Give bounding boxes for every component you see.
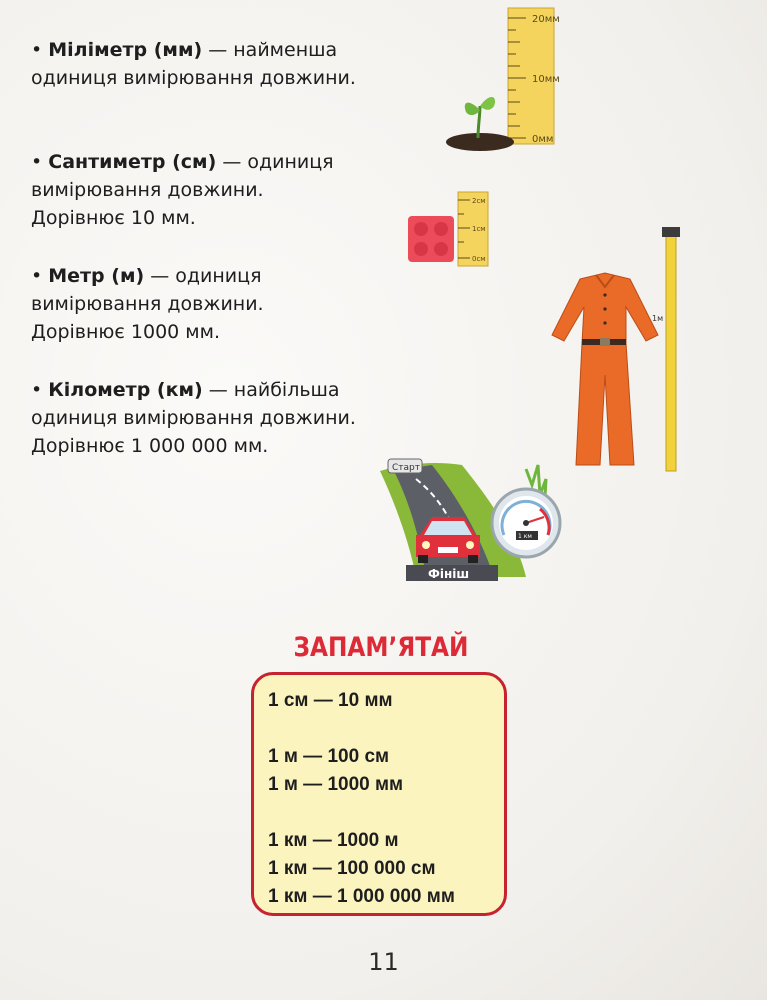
definition-meter: • Метр (м) — одиниця вимірювання довжини. Дорівнює 1000 мм. xyxy=(31,265,264,343)
tape-label-1m: 1м xyxy=(652,314,664,323)
ruler-label-1cm: 1см xyxy=(472,225,486,233)
ruler-label-0cm: 0см xyxy=(472,255,486,263)
brick-ruler-illustration xyxy=(404,190,494,272)
definition-millimeter-text: — найменша одиниця вимірювання довжини. xyxy=(31,39,356,89)
measuring-tape-icon xyxy=(666,231,676,471)
ruler-label-10mm: 10мм xyxy=(532,74,560,85)
definition-kilometer-text: — найбільша одиниця вимірювання довжини. xyxy=(31,379,356,429)
definition-kilometer: • Кілометр (км) — найбільша одиниця вимірювання довжини. Дорівнює 1 000 000 мм. xyxy=(31,379,356,457)
definition-meter-text: — одиниця вимірювання довжини. xyxy=(31,265,264,315)
rule-m-mm: 1 м — 1000 мм xyxy=(268,774,404,795)
sprout-leaf-icon xyxy=(465,103,480,115)
sprout-ruler-illustration xyxy=(440,6,568,154)
rule-km-cm: 1 км — 100 000 см xyxy=(268,858,436,879)
remember-box xyxy=(251,672,507,916)
finish-label: Фініш xyxy=(428,567,470,581)
definition-kilometer-equals: Дорівнює 1 000 000 мм. xyxy=(31,435,269,457)
road-illustration xyxy=(376,455,568,583)
term-kilometer: Кілометр (км) xyxy=(48,379,203,401)
definition-centimeter: • Сантиметр (см) — одиниця вимірювання довжини. Дорівнює 10 мм. xyxy=(31,151,334,229)
definition-millimeter: • Міліметр (мм) — найменша одиниця вимірювання довжини. xyxy=(31,39,356,89)
ruler-label-20mm: 20мм xyxy=(532,14,560,25)
speedometer-label: 1 км xyxy=(518,533,532,540)
rule-km-m: 1 км — 1000 м xyxy=(268,830,399,851)
term-centimeter: Сантиметр (см) xyxy=(48,151,217,173)
ruler-label-2cm: 2см xyxy=(472,197,486,205)
definition-centimeter-text: — одиниця вимірювання довжини. xyxy=(31,151,334,201)
term-millimeter: Міліметр (мм) xyxy=(48,39,203,61)
lego-brick-icon xyxy=(408,216,454,262)
rule-m-cm: 1 м — 100 см xyxy=(268,746,390,767)
remember-title: ЗАПАМ’ЯТАЙ xyxy=(293,632,469,663)
start-sign-label: Старт xyxy=(392,463,420,473)
work-suit-icon xyxy=(552,273,658,465)
soil-icon xyxy=(446,133,514,151)
rule-cm-mm: 1 см — 10 мм xyxy=(268,690,393,711)
suit-tape-illustration xyxy=(530,225,690,475)
ruler-label-0mm: 0мм xyxy=(532,134,554,145)
term-meter: Метр (м) xyxy=(48,265,145,287)
rule-km-mm: 1 км — 1 000 000 мм xyxy=(268,886,455,907)
page-number: 11 xyxy=(368,948,399,976)
speedometer-icon xyxy=(492,489,560,557)
definition-meter-equals: Дорівнює 1000 мм. xyxy=(31,321,220,343)
definition-centimeter-equals: Дорівнює 10 мм. xyxy=(31,207,196,229)
